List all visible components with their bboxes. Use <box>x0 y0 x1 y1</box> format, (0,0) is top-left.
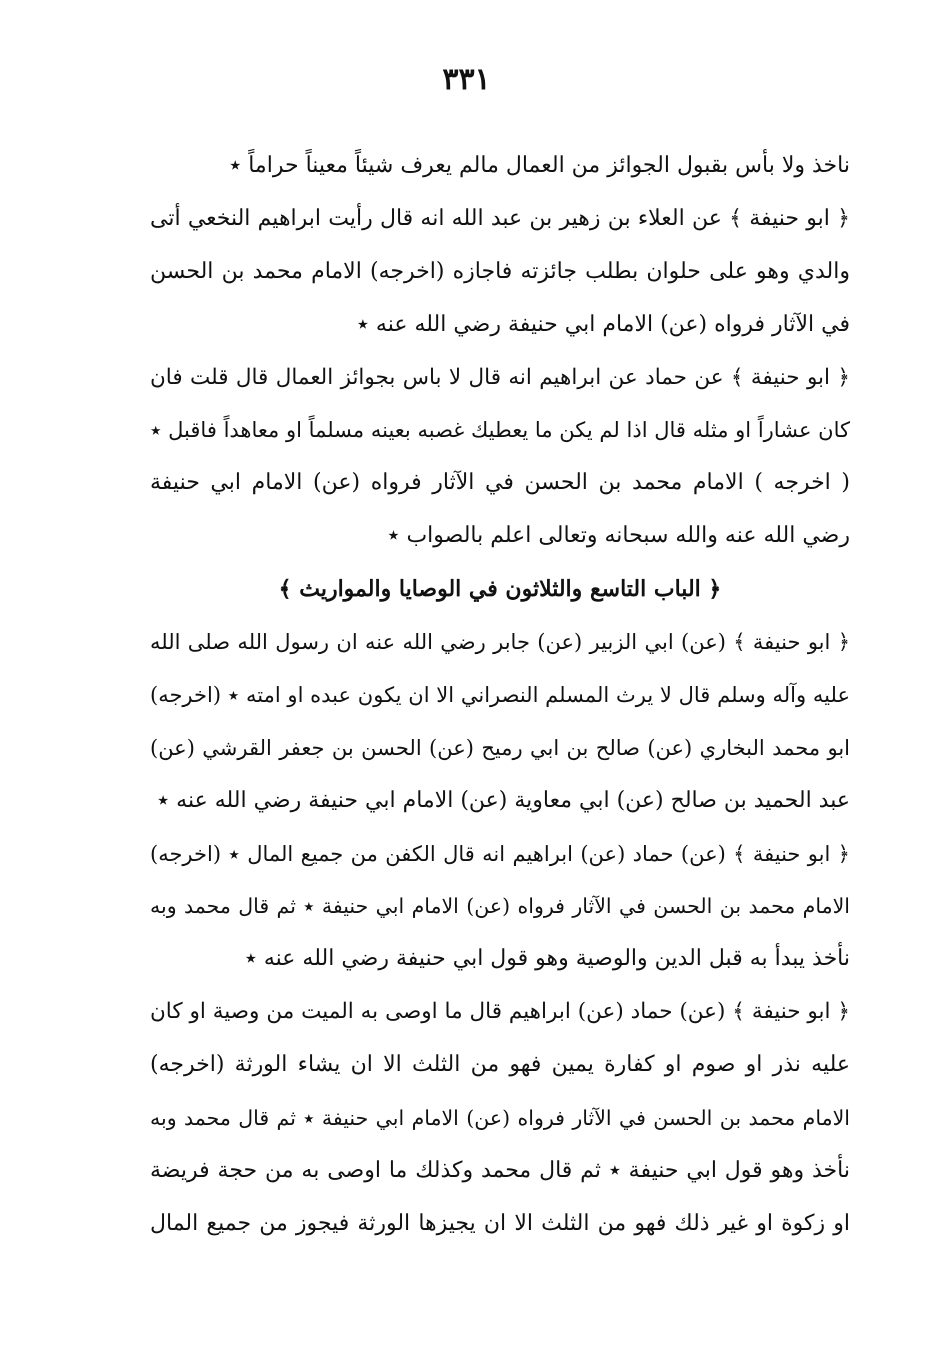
text-line: ﴿ ابو حنيفة ﴾ (عن) حماد (عن) ابراهيم انه قال الكفن من جميع المال ٭ (اخرجه) <box>150 841 850 866</box>
text-line: كان عشاراً او مثله قال اذا لم يكن ما يعطيك غصبه بعينه مسلماً او معاهداً فاقبل ٭ <box>150 418 850 443</box>
text-line: ﴿ ابو حنيفة ﴾ عن حماد عن ابراهيم انه قال لا باس بجوائز العمال قال قلت فان <box>150 364 850 390</box>
text-line: نأخذ يبدأ به قبل الدين والوصية وهو قول ابي حنيفة رضي الله عنه ٭ <box>244 946 850 972</box>
text-line: ابو محمد البخاري (عن) صالح بن ابي رميح (عن) الحسن بن جعفر القرشي (عن) <box>150 735 850 760</box>
text-line: ﴿ ابو حنيفة ﴾ (عن) ابي الزبير (عن) جابر رضي الله عنه ان رسول الله صلى الله <box>150 630 850 655</box>
text-line: الامام محمد بن الحسن في الآثار فرواه (عن) الامام ابي حنيفة ٭ ثم قال محمد وبه <box>150 894 850 919</box>
text-line: رضي الله عنه والله سبحانه وتعالى اعلم بالصواب ٭ <box>387 523 850 549</box>
text-line: في الآثار فرواه (عن) الامام ابي حنيفة رضي الله عنه ٭ <box>356 311 850 337</box>
page-number: ٣٣١ <box>442 62 491 97</box>
text-line: نأخذ وهو قول ابي حنيفة ٭ ثم قال محمد وكذلك ما اوصى به من حجة فريضة <box>150 1157 850 1183</box>
text-line: عليه نذر او صوم او كفارة يمين فهو من الثلث الا ان يشاء الورثة (اخرجه) <box>150 1052 850 1078</box>
text-line: او زكوة او غير ذلك فهو من الثلث الا ان يجيزها الورثة فيجوز من جميع المال <box>150 1210 850 1236</box>
text-line: ﴿ ابو حنيفة ﴾ (عن) حماد (عن) ابراهيم قال ما اوصى به الميت من وصية او كان <box>150 999 850 1025</box>
body-text <box>150 140 850 1251</box>
text-line: ﴿ ابو حنيفة ﴾ عن العلاء بن زهير بن عبد الله انه قال رأيت ابراهيم النخعي أتى <box>150 205 850 231</box>
text-line: ( اخرجه ) الامام محمد بن الحسن في الآثار فرواه (عن) الامام ابي حنيفة <box>150 470 850 496</box>
text-line: والدي وهو على حلوان بطلب جائزته فاجازه (اخرجه) الامام محمد بن الحسن <box>150 258 850 284</box>
text-line: عليه وآله وسلم قال لا يرث المسلم النصراني الا ان يكون عبده او امته ٭ (اخرجه) <box>150 682 850 707</box>
text-line: ناخذ ولا بأس بقبول الجوائز من العمال مالم يعرف شيئاً معيناً حراماً ٭ <box>229 153 850 178</box>
text-line: الامام محمد بن الحسن في الآثار فرواه (عن) الامام ابي حنيفة ٭ ثم قال محمد وبه <box>150 1106 850 1131</box>
chapter-heading: ﴿ الباب التاسع والثلاثون في الوصايا والمواريث ﴾ <box>278 576 722 603</box>
text-line: عبد الحميد بن صالح (عن) ابي معاوية (عن) الامام ابي حنيفة رضي الله عنه ٭ <box>157 787 850 813</box>
